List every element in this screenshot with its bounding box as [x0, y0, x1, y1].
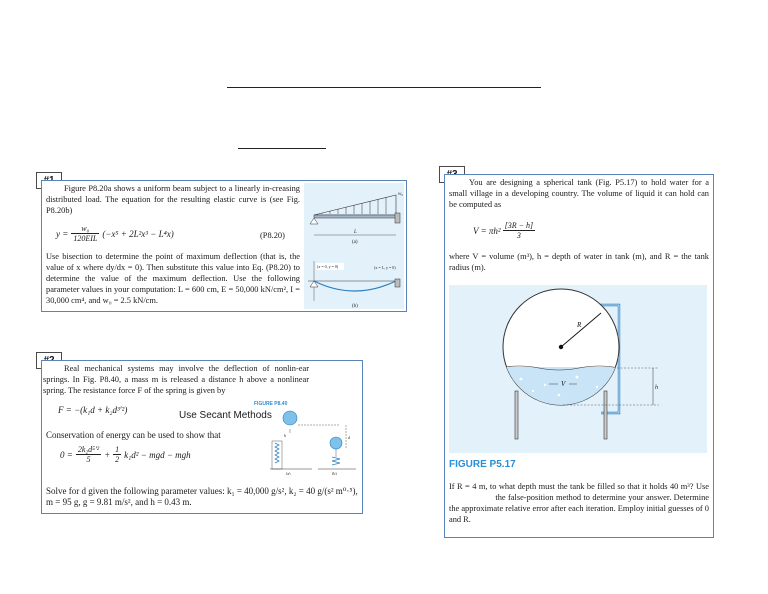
method-note: Use Secant Methods [179, 410, 272, 421]
p1-fig-b: (b) [352, 304, 358, 309]
energy-lhs: 0 = [60, 449, 73, 460]
question-part-a: If R = 4 m, to what depth must the tank be filled so that it holds 40 m³? Use [449, 482, 709, 491]
p1-fig-L: L [354, 230, 357, 235]
problem-2-force-eq: F = −(k₁d + k₂d³′²) [58, 405, 128, 415]
half-num: 1 [115, 445, 120, 454]
p1-eq-num: w₀ [71, 224, 99, 234]
p3-figure-label: FIGURE P5.17 [449, 459, 516, 470]
conservation-text: Conservation of energy can be used to show that [46, 430, 221, 440]
energy-plus: + [104, 449, 111, 460]
vol-num: [3R − h] [504, 221, 534, 230]
p1-eq-lhs: y = [56, 228, 69, 239]
solve-text: Solve for d given the following parameter values: k₁ = 40,000 g/s², k₂ = 40 g/(s² m⁰·⁵), m = 95 g, g = 9.81 m/s², and h = 0.43 m. [46, 486, 358, 507]
energy-frac-den: 5 [86, 455, 91, 464]
p1-fig-w0: w₀ [398, 192, 404, 197]
spring-figure [268, 407, 358, 475]
vol-den: 3 [516, 231, 521, 240]
tank-radius-label: R [577, 321, 582, 329]
question-part-b: the false-position method to determine your answer. Determine the approximate relative error after each iteration. Employ initial guesses of 0 and R. [449, 493, 710, 524]
p1-eq-rest: (−x⁵ + 2L²x³ − L⁴x) [102, 228, 174, 239]
problem-3-intro: You are designing a spherical tank (Fig. P5.17) to hold water for a small village in a developing country. The volume of liquid it can hold can be computed as [449, 178, 709, 209]
problem-1-body: Use bisection to determine the point of maximum deflection (that is, the value of x where dy/dx = 0). Then substitute this value into Eq. (P8.20) to determine the value of the maximum deflection. Use the following parameter values in your computation: L = 600 cm, E = 50,000 kN/cm², I = 30,000 cm⁴, and w₀ = 2.5 kN/cm. [46, 252, 300, 305]
problem-2-panel [41, 360, 363, 514]
tank-volume-label: V [561, 380, 566, 388]
energy-frac-num: 2k₂d⁵′² [77, 445, 100, 454]
problem-2-intro: Real mechanical systems may involve the deflection of nonlin-ear springs. In Fig. P8.40, a mass m is released a distance h above a nonlinear spring. The resistance force F of the spring is given by [43, 364, 309, 395]
tank-depth-label: h [655, 385, 658, 391]
problem-1-intro: Figure P8.20a shows a uniform beam subject to a linearly in-creasing distributed load. The equation for the resulting elastic curve is (see Fig. P8.20b) [46, 184, 300, 215]
title-underline-short [238, 148, 326, 149]
tank-figure [449, 285, 707, 453]
p2-fig-a: (a) [286, 471, 291, 475]
p2-fig-h: h [284, 433, 286, 438]
vol-lhs: V = πh² [473, 225, 501, 236]
problem-3-panel [444, 174, 714, 538]
energy-equation [60, 445, 191, 464]
half-den: 2 [115, 455, 120, 464]
p1-fig-b2: (x = L, y = 0) [374, 265, 396, 270]
problem-1-panel [41, 180, 407, 312]
p2-fig-d: d [348, 435, 350, 440]
volume-equation [473, 221, 535, 240]
p1-eq-number: (P8.20) [260, 231, 285, 240]
where-text: where V = volume (m³), h = depth of water in tank (m), and R = the tank radius (m). [449, 252, 709, 272]
problem-1-equation [56, 224, 266, 243]
p1-eq-den: 120EIL [73, 234, 98, 243]
title-underline-long [227, 87, 541, 88]
p1-fig-b1: (x = 0, y = 0) [317, 264, 339, 269]
p1-fig-a: (a) [352, 240, 358, 245]
beam-figure [304, 183, 404, 309]
p2-fig-b: (b) [332, 471, 337, 475]
p2-figure-label: FIGURE P8.40 [254, 401, 288, 407]
question-text [449, 481, 709, 525]
energy-rest: k₁d² − mgd − mgh [124, 449, 191, 460]
